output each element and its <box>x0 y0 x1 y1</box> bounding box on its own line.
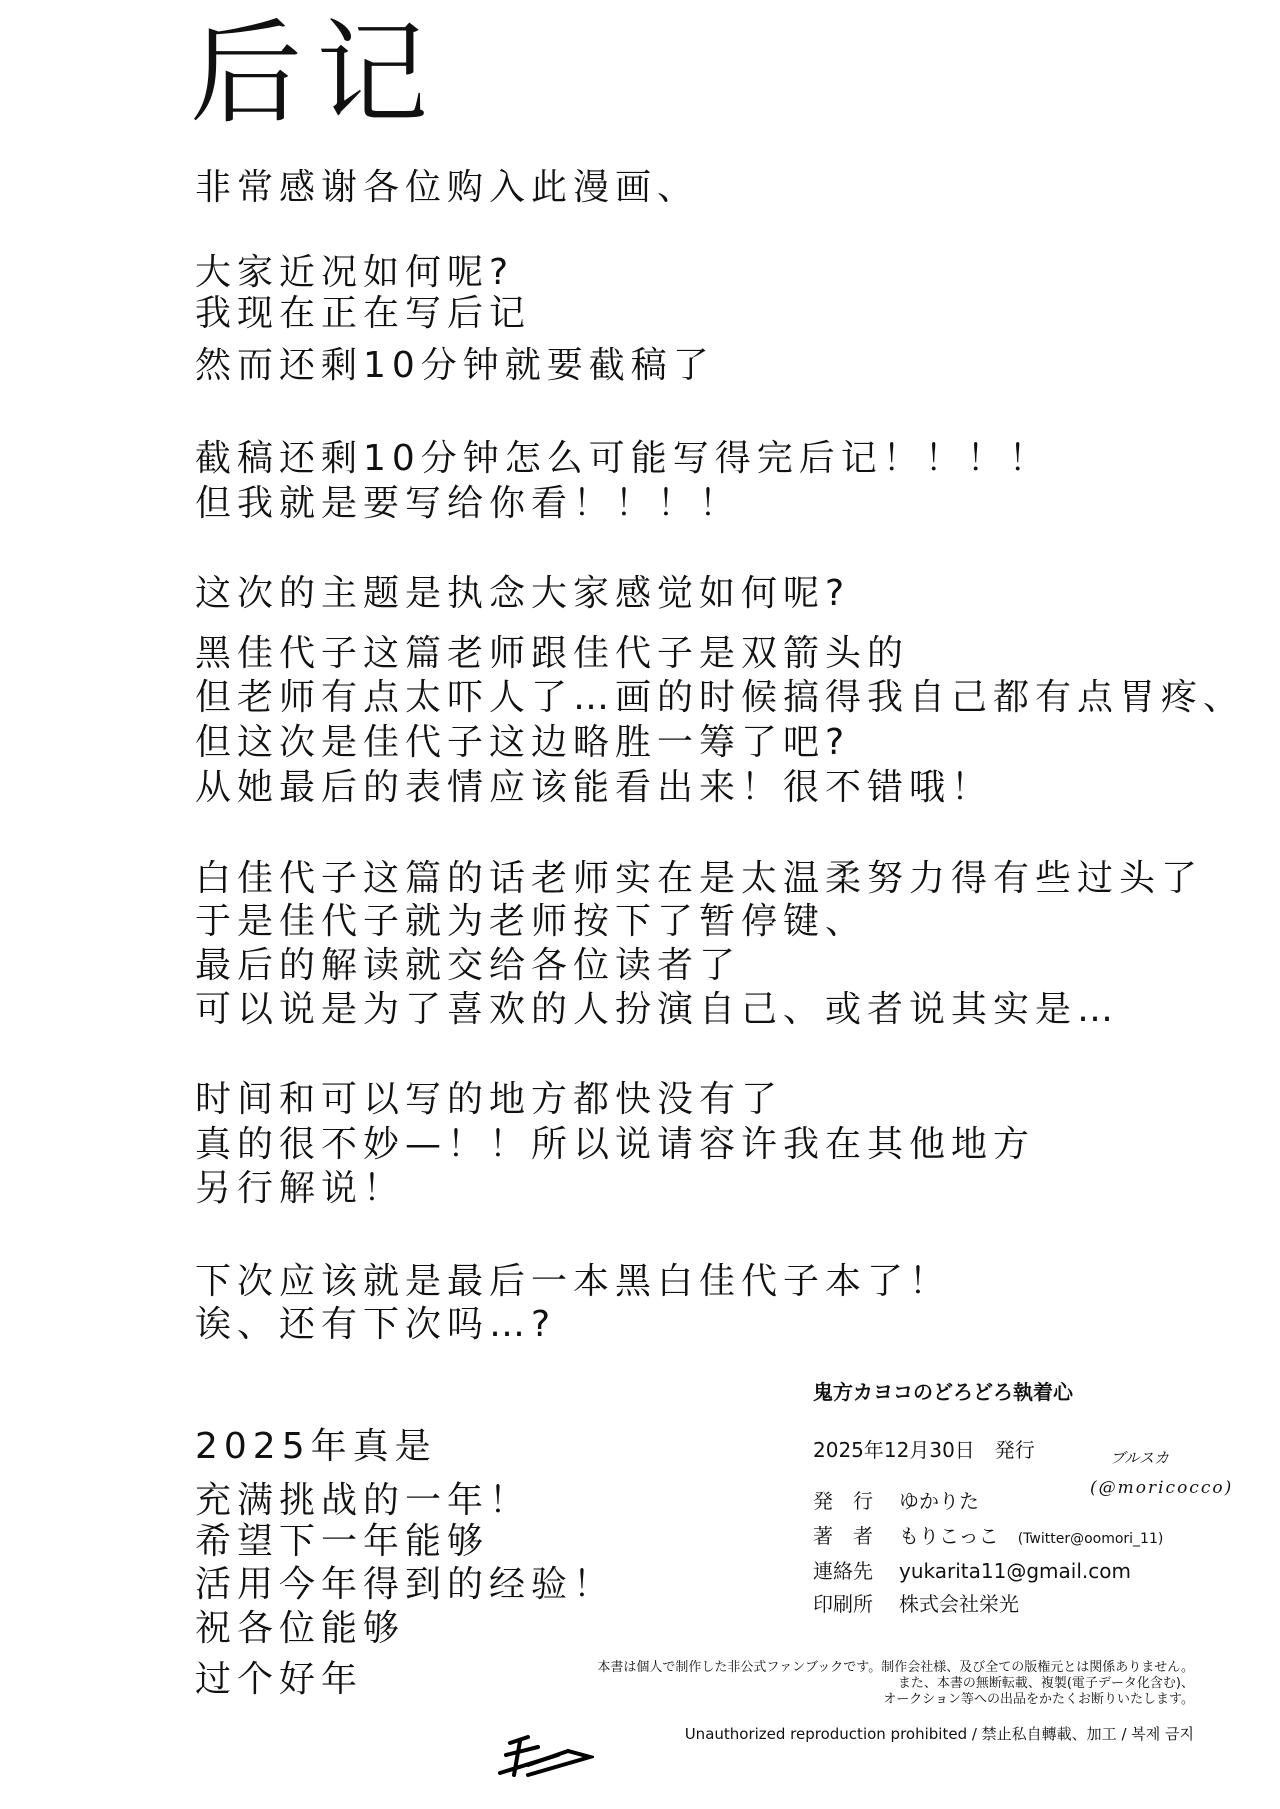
body-line: 充满挑战的一年！ <box>195 1480 532 1521</box>
disclaimer-line: 本書は個人で制作した非公式ファンブックです。制作会社様、及び全ての版権元とは関係ありません。 <box>597 1660 1194 1675</box>
twitter-handle: (Twitter@oomori_11) <box>1017 1531 1164 1547</box>
row-key: 著 者 <box>813 1524 873 1548</box>
body-line: 但我就是要写给你看！！！！ <box>195 483 742 524</box>
row-key: 連絡先 <box>813 1559 873 1583</box>
body-line: 祝各位能够 <box>195 1608 406 1649</box>
page-title: 后记 <box>190 9 442 139</box>
disclaimer-line: また、本書の無断転載、複製(電子データ化含む)、 <box>897 1676 1194 1691</box>
body-line: 截稿还剩10分钟怎么可能写得完后记！！！！ <box>195 438 1051 479</box>
body-line: 但老师有点太吓人了…画的时候搞得我自己都有点胃疼、 <box>195 677 1246 718</box>
publish-date: 2025年12月30日 発行 <box>813 1438 1035 1462</box>
colophon-row-printer <box>813 1594 1019 1614</box>
disclaimer <box>597 1660 1194 1708</box>
body-line: 从她最后的表情应该能看出来！很不错哦！ <box>195 767 994 808</box>
row-value: もりこっこ <box>899 1524 999 1548</box>
body-line: 下次应该就是最后一本黑白佳代子本了！ <box>195 1261 952 1302</box>
body-line: 这次的主题是执念大家感觉如何呢? <box>195 573 851 614</box>
book-title: 鬼方カヨコのどろどろ執着心 <box>813 1380 1073 1404</box>
colophon-row-contact <box>813 1561 1131 1581</box>
body-line: 黑佳代子这篇老师跟佳代子是双箭头的 <box>195 633 910 674</box>
signature <box>498 1735 594 1785</box>
disclaimer-line: オークション等への出品をかたくお断りいたします。 <box>883 1692 1194 1707</box>
body-line: 诶、还有下次吗…? <box>195 1304 557 1345</box>
body-line: 非常感谢各位购入此漫画、 <box>195 167 700 208</box>
row-value: ゆかりた <box>899 1489 979 1513</box>
body-line: 可以说是为了喜欢的人扮演自己、或者说其实是… <box>195 989 1120 1030</box>
colophon-row-publisher <box>813 1491 979 1511</box>
body-line: 大家近况如何呢? <box>195 252 515 293</box>
body-line: 我现在正在写后记 <box>195 293 532 334</box>
body-line: 过个好年 <box>195 1659 364 1700</box>
colophon-row-author <box>813 1526 1163 1546</box>
handwritten-note: ブルスカ <box>1110 1449 1169 1467</box>
contact-email: yukarita11@gmail.com <box>899 1559 1131 1583</box>
body-line: 然而还剩10分钟就要截稿了 <box>195 345 715 386</box>
body-line: 白佳代子这篇的话老师实在是太温柔努力得有些过头了 <box>195 858 1204 899</box>
body-line: 时间和可以写的地方都快没有了 <box>195 1079 784 1120</box>
reproduction-notice: Unauthorized reproduction prohibited / 禁止私自轉載、加工 / 복제 금지 <box>684 1725 1194 1743</box>
row-key: 印刷所 <box>813 1592 873 1616</box>
row-value: 株式会社栄光 <box>899 1592 1019 1616</box>
handwritten-handle: (@moricocco) <box>1090 1478 1234 1498</box>
body-line: 于是佳代子就为老师按下了暂停键、 <box>195 901 868 942</box>
body-line: 活用今年得到的经验！ <box>195 1564 616 1605</box>
body-line: 2025年真是 <box>195 1426 437 1467</box>
body-line: 另行解说！ <box>195 1168 406 1209</box>
body-line: 最后的解读就交给各位读者了 <box>195 945 742 986</box>
body-line: 希望下一年能够 <box>195 1521 490 1562</box>
body-line: 真的很不妙—！！所以说请容许我在其他地方 <box>195 1124 1036 1165</box>
body-line: 但这次是佳代子这边略胜一筹了吧? <box>195 722 851 763</box>
row-key: 発 行 <box>813 1489 873 1513</box>
